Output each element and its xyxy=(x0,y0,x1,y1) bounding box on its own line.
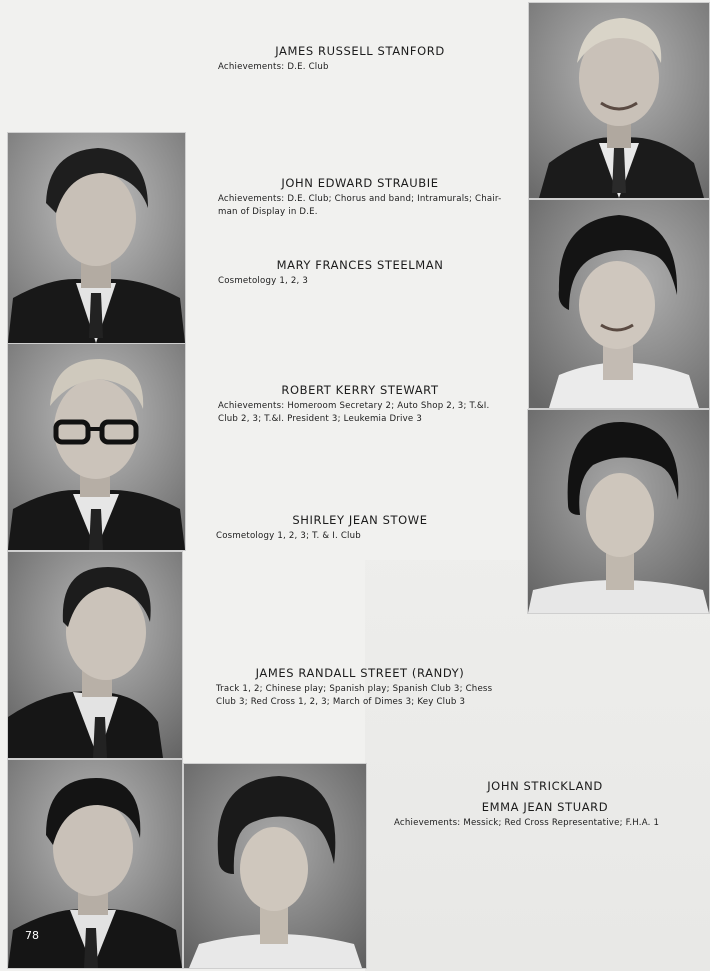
student-details: Achievements: Homeroom Secretary 2; Auto Shop 2, 3; T.&I. Club 2, 3; T.&I. President 3; Leukemia Drive 3 xyxy=(218,401,490,424)
entry-emma-jean-stuard xyxy=(390,800,700,830)
entry-robert-kerry-stewart xyxy=(210,383,510,426)
portrait-emma-jean-stuard xyxy=(183,763,367,969)
student-details: Cosmetology 1, 2, 3 xyxy=(218,276,309,286)
portrait-robert-kerry-stewart xyxy=(7,343,186,551)
student-name: JAMES RUSSELL STANFORD xyxy=(275,44,445,58)
student-details: Cosmetology 1, 2, 3; T. & I. Club xyxy=(216,531,361,541)
portrait-mary-frances-steelman xyxy=(528,199,710,409)
portrait-john-edward-straubie xyxy=(7,132,186,344)
student-details: Achievements: D.E. Club xyxy=(218,62,329,72)
entry-shirley-jean-stowe xyxy=(210,513,510,543)
student-name: ROBERT KERRY STEWART xyxy=(281,383,439,397)
student-name: JOHN STRICKLAND xyxy=(487,779,603,793)
student-name: SHIRLEY JEAN STOWE xyxy=(292,513,428,527)
student-details: Achievements: Messick; Red Cross Representative; F.H.A. 1 xyxy=(394,818,660,828)
portrait-james-russell-stanford xyxy=(528,2,710,199)
portrait-shirley-jean-stowe xyxy=(527,409,710,614)
entry-john-edward-straubie xyxy=(210,176,510,219)
student-name: JOHN EDWARD STRAUBIE xyxy=(281,176,439,190)
entry-john-strickland xyxy=(390,779,700,793)
student-details: Achievements: D.E. Club; Chorus and band; Intramurals; Chair- man of Display in D.E. xyxy=(218,194,502,217)
entry-james-randall-street xyxy=(210,666,510,709)
portrait-james-randall-street xyxy=(7,551,183,759)
page-number: 78 xyxy=(25,929,39,942)
student-name: EMMA JEAN STUARD xyxy=(481,800,609,814)
student-name: MARY FRANCES STEELMAN xyxy=(276,258,444,272)
entry-james-russell-stanford xyxy=(210,44,510,74)
bleed-through-area xyxy=(365,560,710,971)
student-name: JAMES RANDALL STREET (RANDY) xyxy=(255,666,465,680)
student-details: Track 1, 2; Chinese play; Spanish play; Spanish Club 3; Chess Club 3; Red Cross 1, 2, 3; March of Dimes 3; Key Club 3 xyxy=(216,684,493,707)
entry-mary-frances-steelman xyxy=(210,258,510,288)
